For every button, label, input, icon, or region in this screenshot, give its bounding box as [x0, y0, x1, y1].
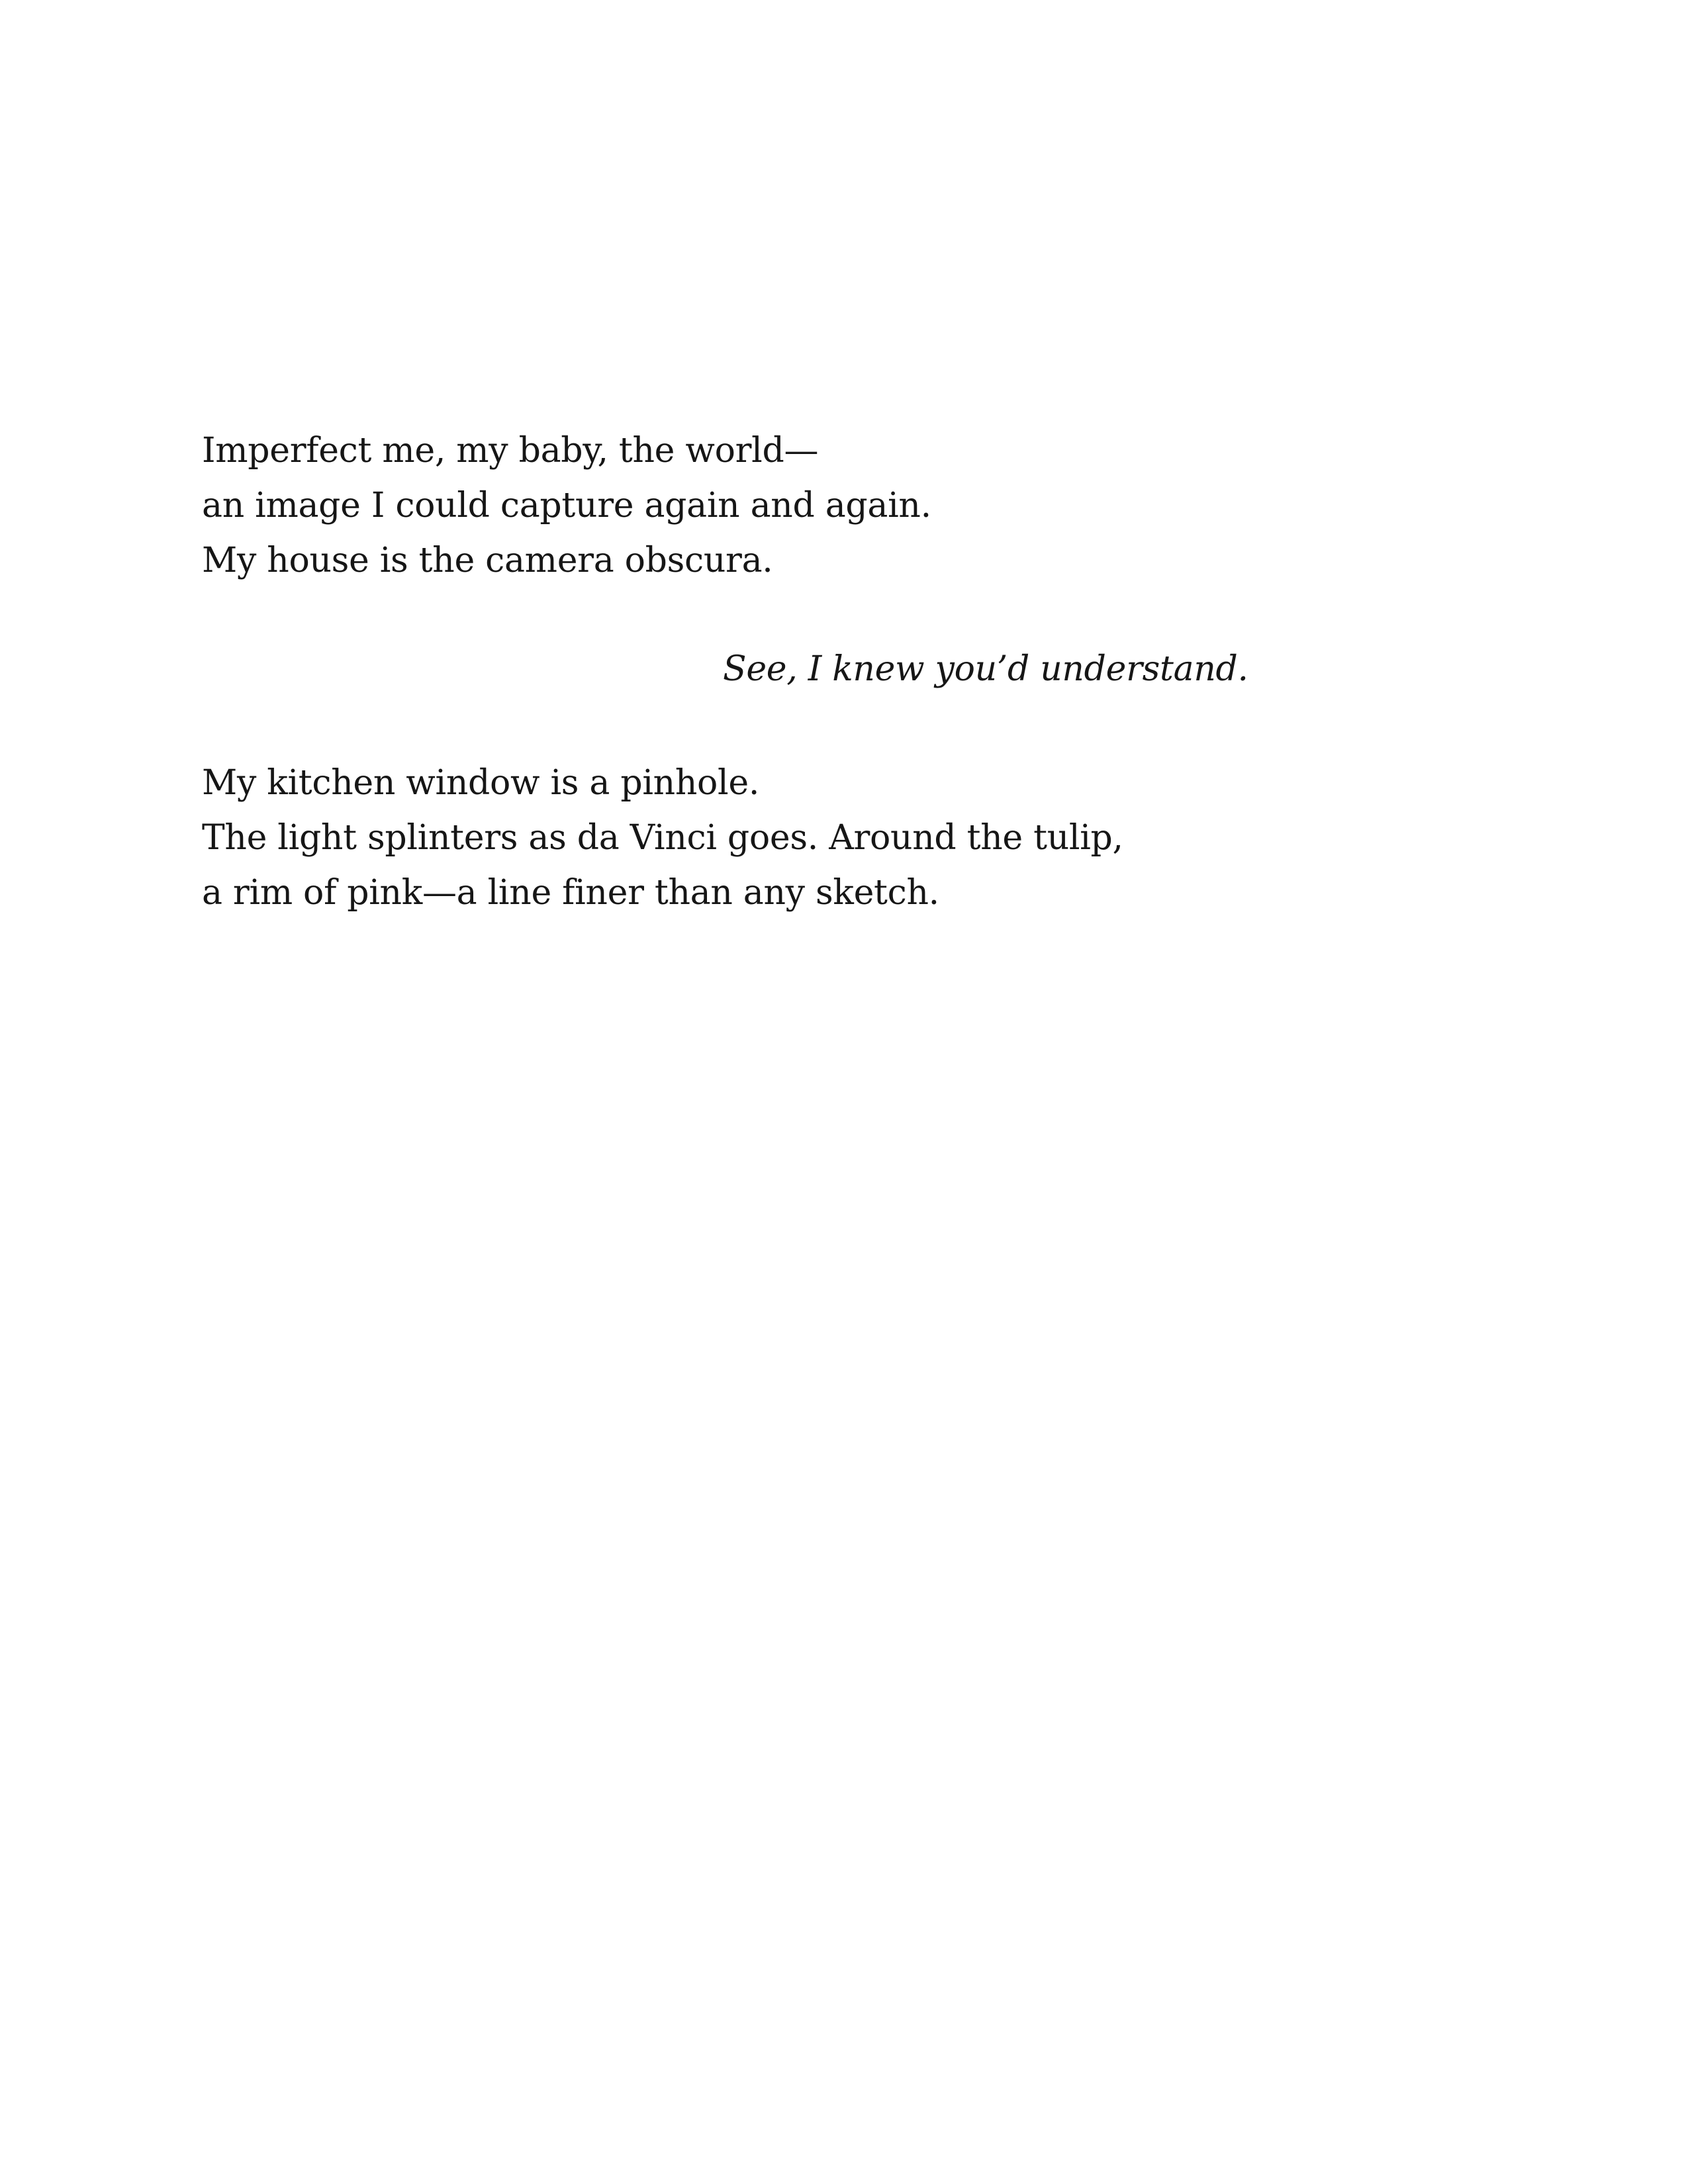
- poem-line: an image I could capture again and again.: [202, 486, 931, 525]
- poem-stanza-1: [202, 424, 931, 588]
- poem-italic-aside: See, I knew you’d understand.: [723, 649, 1248, 689]
- poem-line: Imperfect me, my baby, the world—: [202, 431, 819, 471]
- poem-line: My kitchen window is a pinhole.: [202, 763, 760, 803]
- poem-line: My house is the camera obscura.: [202, 541, 773, 580]
- poem-line: a rim of pink—a line finer than any sketch.: [202, 873, 939, 913]
- poem-line: The light splinters as da Vinci goes. Around the tulip,: [202, 818, 1123, 858]
- poem-stanza-2: [202, 756, 1123, 921]
